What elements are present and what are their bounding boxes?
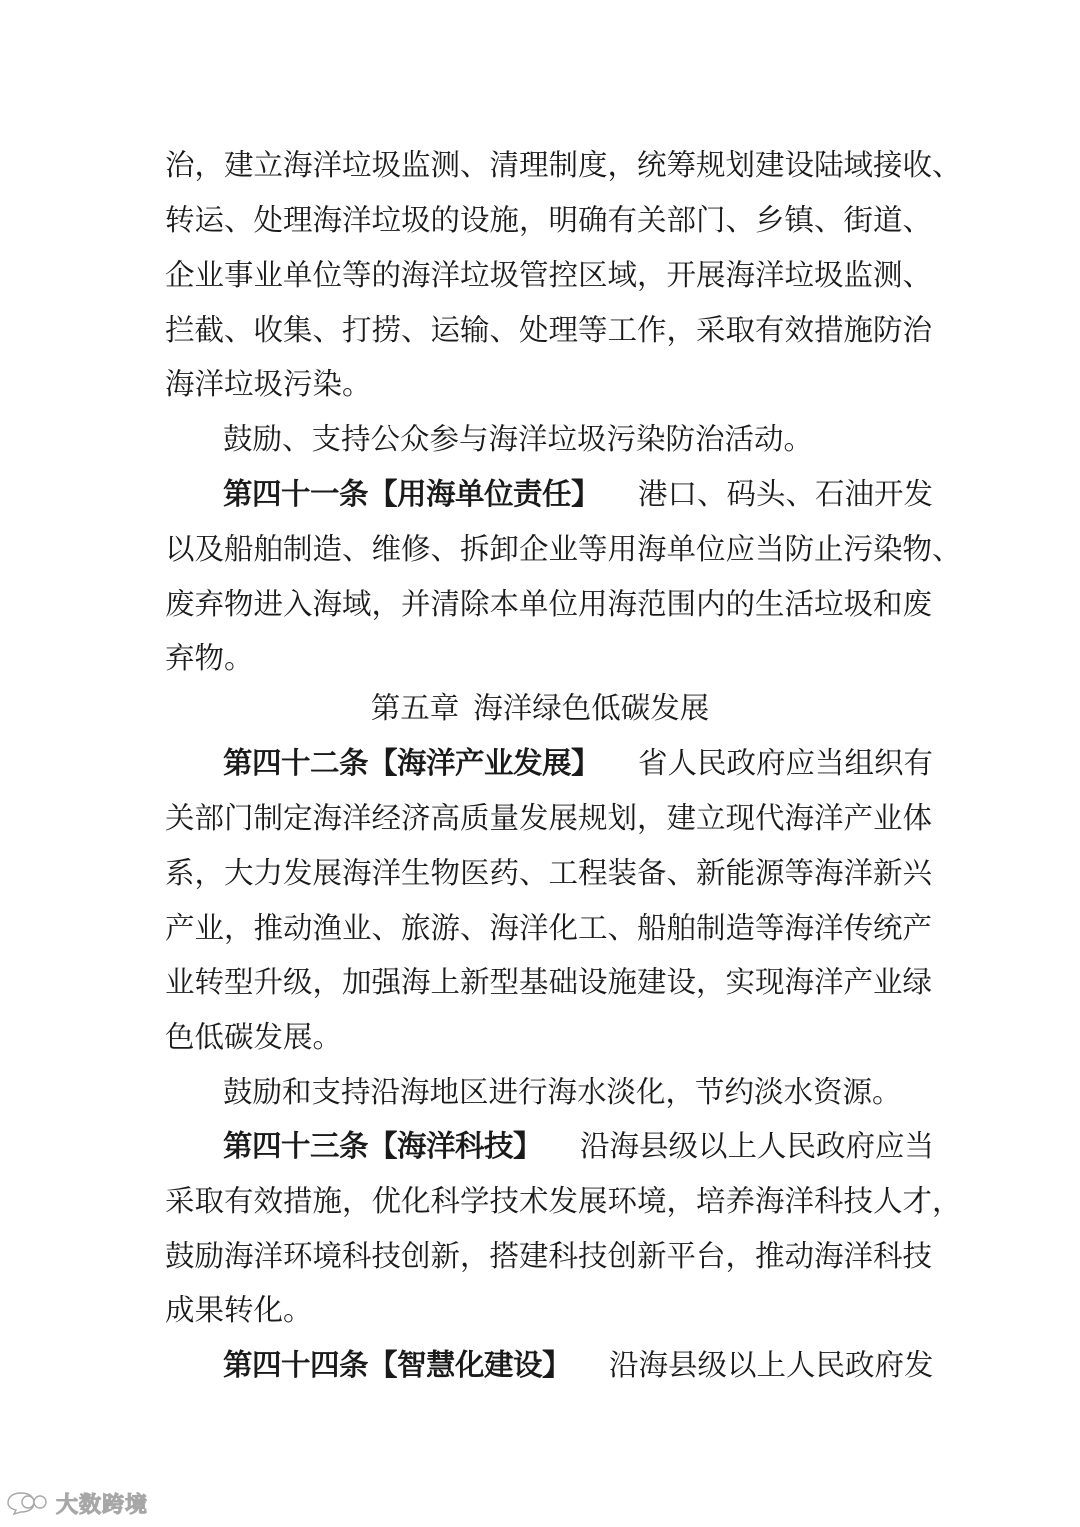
article-first-line — [223, 743, 934, 783]
chapter-heading — [0, 688, 1080, 728]
article-text: 省人民政府应当组织有 — [638, 746, 934, 780]
article-text: 港口、码头、石油开发 — [638, 477, 934, 511]
body-line: 产业，推动渔业、旅游、海洋化工、船舶制造等海洋传统产 — [165, 911, 933, 945]
article-text: 沿海县级以上人民政府应当 — [580, 1129, 935, 1163]
chapter-number: 第五章 — [370, 691, 460, 725]
body-line: 废弃物进入海域，并清除本单位用海范围内的生活垃圾和废 — [165, 587, 933, 621]
speech-bubble-logo-icon — [4, 1490, 50, 1516]
body-line: 治，建立海洋垃圾监测、清理制度，统筹规划建设陆域接收、 — [165, 148, 962, 182]
body-line: 成果转化。 — [165, 1293, 313, 1327]
body-line: 拦截、收集、打捞、运输、处理等工作，采取有效措施防治 — [165, 313, 933, 347]
body-line: 鼓励海洋环境科技创新，搭建科技创新平台，推动海洋科技 — [165, 1239, 933, 1273]
article-first-line — [223, 1126, 935, 1166]
article-heading: 第四十一条【用海单位责任】 — [223, 477, 601, 511]
article-first-line — [223, 474, 934, 514]
article-first-line — [223, 1345, 934, 1385]
watermark-text: 大数跨境 — [56, 1492, 149, 1518]
watermark — [4, 1488, 148, 1518]
body-line: 以及船舶制造、维修、拆卸企业等用海单位应当防止污染物、 — [165, 532, 962, 566]
body-line: 弃物。 — [165, 641, 254, 675]
body-paragraph: 鼓励和支持沿海地区进行海水淡化，节约淡水资源。 — [223, 1075, 902, 1109]
chapter-title: 海洋绿色低碳发展 — [473, 691, 710, 725]
body-line: 业转型升级，加强海上新型基础设施建设，实现海洋产业绿 — [165, 965, 933, 999]
body-line: 采取有效措施，优化科学技术发展环境，培养海洋科技人才， — [165, 1184, 962, 1218]
article-heading: 第四十三条【海洋科技】 — [223, 1129, 543, 1163]
article-heading: 第四十二条【海洋产业发展】 — [223, 746, 601, 780]
body-line: 海洋垃圾污染。 — [165, 367, 372, 401]
body-paragraph: 鼓励、支持公众参与海洋垃圾污染防治活动。 — [223, 422, 814, 456]
article-heading: 第四十四条【智慧化建设】 — [223, 1348, 572, 1382]
body-line: 转运、处理海洋垃圾的设施，明确有关部门、乡镇、街道、 — [165, 203, 933, 237]
body-line: 关部门制定海洋经济高质量发展规划，建立现代海洋产业体 — [165, 801, 933, 835]
article-text: 沿海县级以上人民政府发 — [609, 1348, 934, 1382]
body-line: 系，大力发展海洋生物医药、工程装备、新能源等海洋新兴 — [165, 856, 933, 890]
body-line: 色低碳发展。 — [165, 1020, 343, 1054]
body-line: 企业事业单位等的海洋垃圾管控区域，开展海洋垃圾监测、 — [165, 258, 933, 292]
